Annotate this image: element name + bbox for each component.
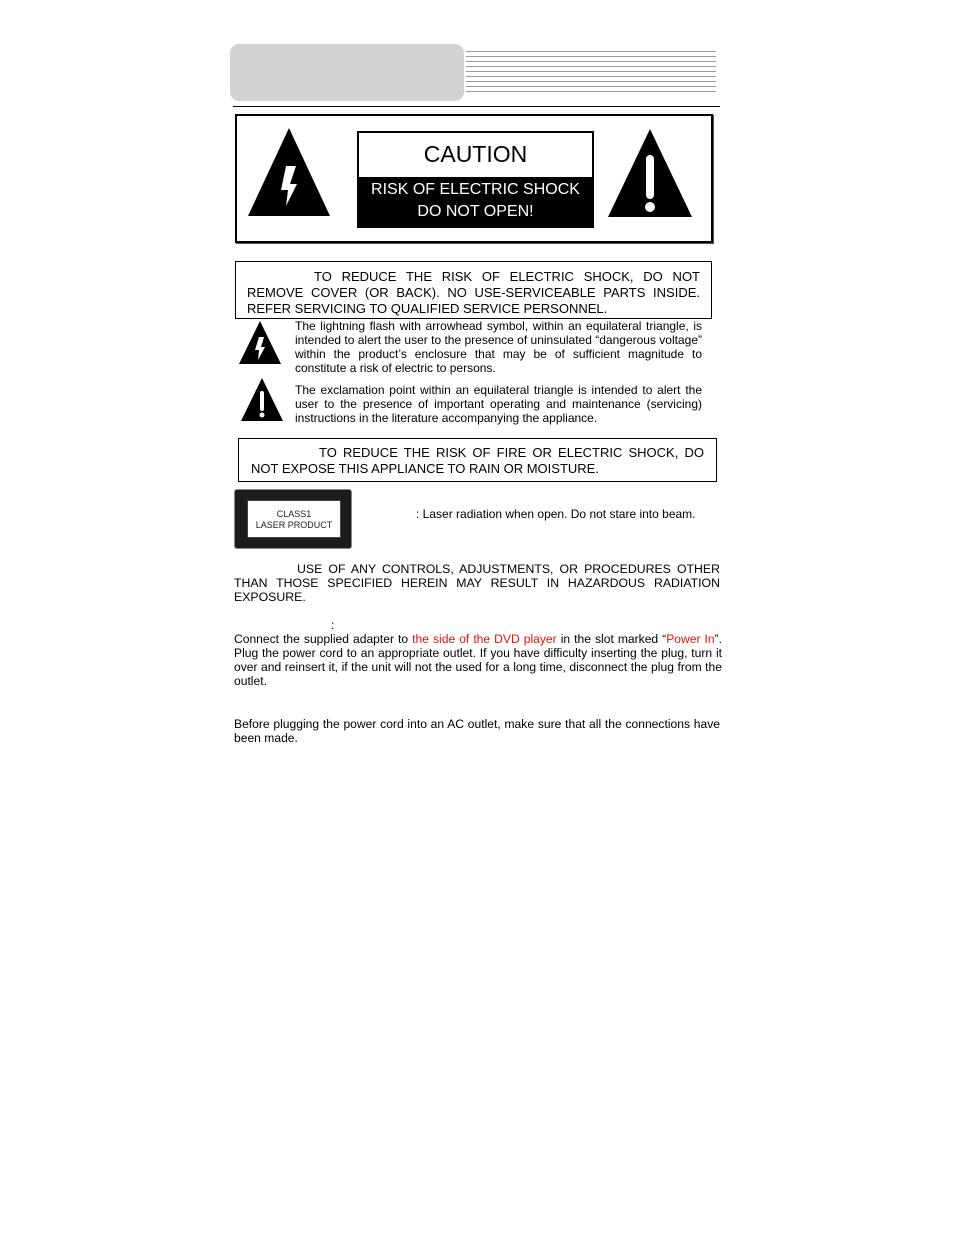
power-heading-colon: : — [331, 618, 335, 632]
lightning-small-icon — [238, 320, 282, 366]
controls-warning-text: USE OF ANY CONTROLS, ADJUSTMENTS, OR PROCEDURES OTHER THAN THOSE SPECIFIED HEREIN MAY RESULT IN HAZARDOUS RADIATION EXPOSURE. — [234, 562, 720, 604]
power-text-c: ”. Plug the power cord to an appropriate outlet. If you have difficulty inserting the plug, turn it over and reinsert it, if the unit will not the used for a long time, disconnect the plug from the outlet. — [234, 632, 723, 688]
header-lines — [466, 51, 716, 97]
lightning-warning-icon — [246, 126, 332, 218]
caution-title: CAUTION — [423, 141, 528, 167]
connections-note: Before plugging the power cord into an AC outlet, make sure that all the connections have been made. — [234, 717, 720, 745]
power-text-a: Connect the supplied adapter to — [234, 632, 413, 646]
warning-text-1: TO REDUCE THE RISK OF ELECTRIC SHOCK, DO NOT REMOVE COVER (OR BACK). NO USE-SERVICEABLE PARTS INSIDE. REFER SERVICING TO QUALIFIED SERVICE PERSONNEL. — [247, 269, 700, 316]
controls-warning — [234, 562, 720, 604]
laser-label-line-2: LASER PRODUCT — [255, 520, 333, 530]
caution-sign — [357, 131, 594, 228]
laser-class-label — [234, 489, 352, 549]
exclamation-explanation: The exclamation point within an equilateral triangle is intended to alert the user to the presence of important operating and maintenance (servicing) instructions in the literature accompanying the appliance. — [295, 383, 702, 425]
exclamation-small-icon — [240, 377, 284, 423]
exclamation-warning-icon — [606, 127, 694, 219]
power-text-b: in the slot marked “ — [556, 632, 667, 646]
warning-text-2: TO REDUCE THE RISK OF FIRE OR ELECTRIC SHOCK, DO NOT EXPOSE THIS APPLIANCE TO RAIN OR MOISTURE. — [251, 445, 704, 476]
header-rule — [233, 106, 720, 107]
warning-box-fire — [238, 438, 717, 482]
power-text-red-2: Power In — [666, 632, 715, 646]
laser-label-inner — [247, 500, 341, 538]
lightning-explanation: The lightning flash with arrowhead symbol, within an equilateral triangle, is intended to alert the user to the presence of uninsulated “dangerous voltage” within the product’s enclosure that may be of sufficient magnitude to constitute a risk of electric to persons. — [295, 319, 702, 375]
laser-label-line-1: CLASS1 — [276, 509, 312, 519]
warning-box-electric-shock — [235, 261, 712, 319]
caution-band — [359, 177, 592, 226]
caution-line-1: RISK OF ELECTRIC SHOCK — [371, 181, 580, 198]
power-paragraph — [234, 632, 722, 688]
laser-note: : Laser radiation when open. Do not stare into beam. — [416, 507, 696, 521]
caution-line-2: DO NOT OPEN! — [417, 203, 534, 220]
power-text-red-1: the side of the DVD player — [412, 632, 557, 646]
header-tab — [230, 44, 464, 101]
